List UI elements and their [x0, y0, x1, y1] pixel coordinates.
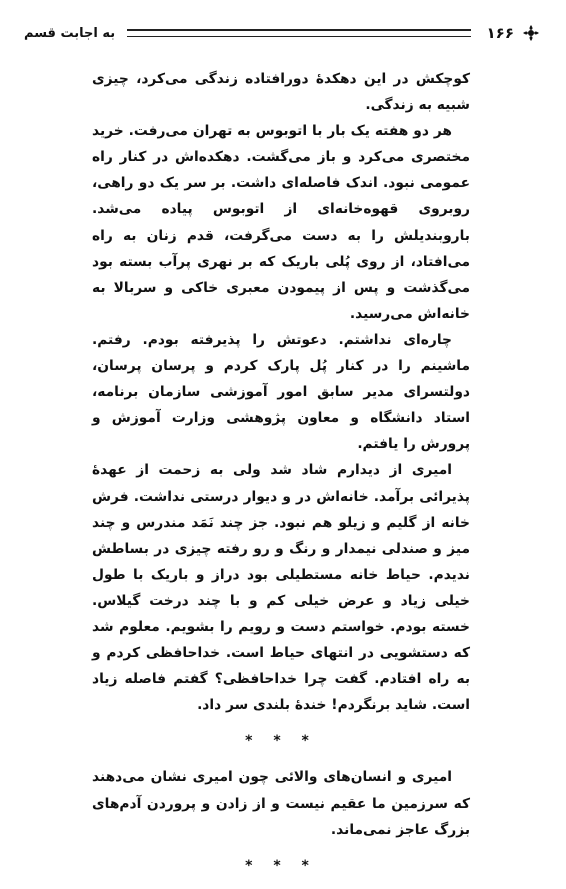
running-header — [24, 20, 542, 46]
page-number: ۱۶۶ — [486, 24, 514, 42]
paragraph: هر دو هفته یک بار با اتوبوس به تهران می‌رفت. خرید مختصری می‌کرد و باز می‌گشت. دهکده‌اش در کنار راه عمومی نبود. اندک فاصله‌ای داشت. بر سر یک دو راهی، روبروی قهوه‌خانه‌ای از اتوبوس پیاده می‌شد. باروبندیلش را به دست می‌گرفت، قدم زنان به راه می‌افتاد، از روی پُلی باریک که بر نهری پرآب بسته بود می‌گذشت و پس از پیمودن معبری خاکی و سربالا به خانه‌اش می‌رسید. — [92, 123, 470, 322]
paragraph: چاره‌ای نداشتم. دعوتش را پذیرفته بودم. رفتم. ماشینم را در کنار پُل پارک کردم و پرسان پرسان، دولتسرای مدیر سابق امور آموزشی سازمان برنامه، استاد دانشگاه و معاون پژوهشی وزارت آموزش و پرورش را یافتم. — [92, 331, 470, 453]
running-title: به اجابت قسم — [24, 25, 116, 41]
section-separator: * * * — [245, 857, 317, 874]
section-separator: * * * — [245, 733, 317, 750]
paragraph: امیری و انسان‌های والائی چون امیری نشان می‌دهند که سرزمین ما عقیم نیست و از زادن و پروردن آدم‌های بزرگ عاجز نمی‌ماند. — [92, 769, 470, 838]
page-body — [92, 66, 470, 889]
header-rule — [127, 29, 470, 37]
paragraph: امیری از دیدارم شاد شد ولی به زحمت از عهدهٔ پذیرائی برآمد. خانه‌اش در و دیوار درستی نداشت. فرش خانه از گلیم و زیلو هم نبود. جز چند نَمَد مندرس و چند میز و صندلی نیمدار و رنگ و رو رفته چیزی در بساطش ندیدم. حیاط خانه مستطیلی بود دراز و باریک با طول خیلی زیاد و عرض خیلی کم و با چند درخت گیلاس. خسته بودم. خواستم دست و رویم را بشویم. معلوم شد که دستشویی در انتهای حیاط است. خداحافظی کردم و به راه افتادم. گفت چرا خداحافظی؟ گفتم فاصله زیاد است. شاید برنگردم! خندهٔ بلندی سر داد. — [92, 462, 470, 714]
paragraph: کوچکش در این دهکدهٔ دورافتاده زندگی می‌کرد، چیزی شبیه به زندگی. — [92, 71, 470, 114]
flower-ornament-icon — [520, 22, 542, 44]
